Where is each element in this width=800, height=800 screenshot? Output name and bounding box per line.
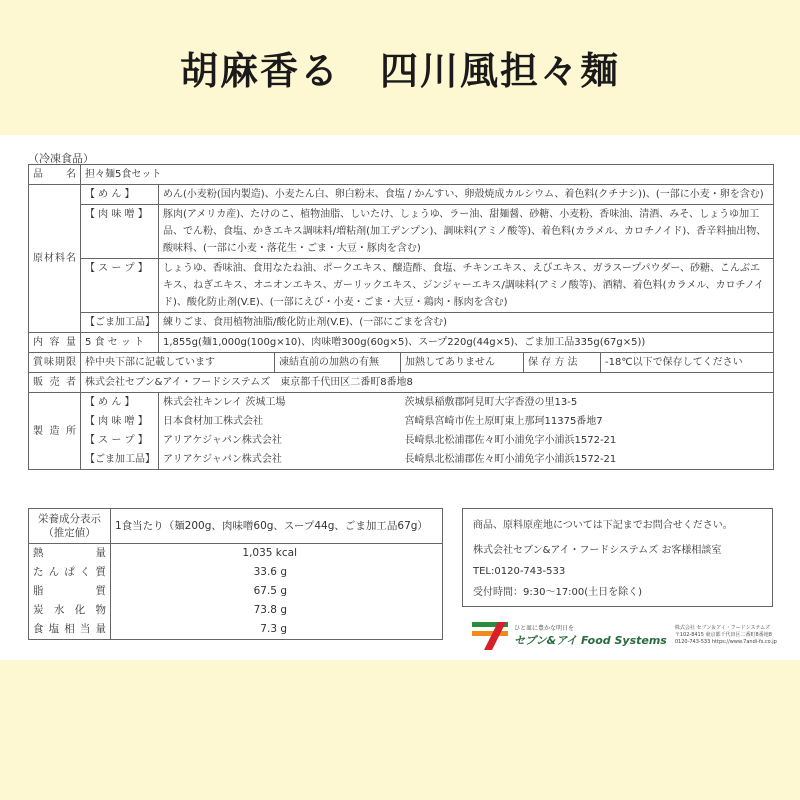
ingredient-text: めん(小麦粉(国内製造)、小麦たん白、卵白粉末、食塩 / かんすい、卵殻焼成カルシウム、着色料(クチナシ))、(一部に小麦・卵を含む) <box>159 185 774 205</box>
ingredient-text: 豚肉(アメリカ産)、たけのこ、植物油脂、しいたけ、しょうゆ、ラー油、甜麺醤、砂糖、小麦粉、香味油、清酒、みそ、しょうゆ加工品、でん粉、食塩、かきエキス調味料/増粘剤(加工デンプン)、調味料(アミノ酸等)、着色料(カラメル、カロチノイド)、香辛料抽出物、酸味料、(一部に小麦・落花生・ごま・大豆・豚肉を含む) <box>159 205 774 259</box>
nutrition-row <box>29 620 443 640</box>
maker-company: アリアケジャパン株式会社 <box>159 450 401 470</box>
nutrient-value: 73.8 g <box>111 601 443 620</box>
maker-company: アリアケジャパン株式会社 <box>163 435 282 446</box>
nutrition-row <box>29 544 443 564</box>
nutrition-row <box>29 563 443 582</box>
maker-category: 【 肉 味 噌 】 <box>81 412 159 431</box>
maker-row <box>29 393 774 413</box>
expiry-row <box>29 353 774 373</box>
maker-row <box>29 450 774 470</box>
nutrient-value: 33.6 g <box>111 563 443 582</box>
maker-row <box>29 412 774 431</box>
title-band <box>0 0 800 135</box>
nutrition-row <box>29 601 443 620</box>
storage-label: 保 存 方 法 <box>524 353 601 373</box>
nutrition-serving: 1食当たり（麺200g、肉味噌60g、スープ44g、ごま加工品67g） <box>111 509 443 544</box>
contact-hours: 受付時間：9:30～17:00(土日を除く) <box>473 587 643 598</box>
nutrient-value: 7.3 g <box>111 620 443 640</box>
contact-phone: TEL:0120-743-533 <box>473 566 566 577</box>
maker-category: 【 ス ー プ 】 <box>81 431 159 450</box>
content-row <box>29 333 774 353</box>
logo-address: 〒102-8415 東京都千代田区二番町8番地8 <box>674 631 772 638</box>
content-sets: 5 食 セ ッ ト <box>81 333 159 353</box>
nutrient-value: 1,035 kcal <box>111 544 443 564</box>
logo-contact: 0120-743-533 https://www.7andi-fs.co.jp <box>674 638 777 645</box>
ingredients-row <box>29 205 774 259</box>
maker-company: 日本食材加工株式会社 <box>163 416 263 427</box>
logo-company: 株式会社 セブン＆アイ・フードシステムズ <box>674 624 771 631</box>
product-info-table <box>28 164 774 470</box>
maker-category: 【 め ん 】 <box>81 393 159 413</box>
maker-address: 長崎県北松浦郡佐々町小浦免字小浦浜1572-21 <box>401 431 774 450</box>
ingredient-category: 【ごま加工品】 <box>81 313 159 333</box>
frozen-food-label: （冷凍食品） <box>28 152 94 165</box>
logo-name: セブン&アイ Food Systems <box>514 633 667 647</box>
seller-row <box>29 373 774 393</box>
seller-value: 株式会社セブン&アイ・フードシステムズ 東京都千代田区二番町8番地8 <box>81 373 774 393</box>
product-name-label: 品 名 <box>29 165 81 185</box>
nutrition-estimate: （推定値） <box>43 527 96 539</box>
ingredient-text: しょうゆ、香味油、食用なたね油、ポークエキス、醸造酢、食塩、チキンエキス、えびエキス、ガラスープパウダー、砂糖、こんぶエキス、ねぎエキス、オニオンエキス、ガーリックエキス、ジンジャーエキス/調味料(アミノ酸等)、酒精、着色料(カラメル、カロチノイド)、酸化防止剤(V.E)、(一部にえび・小麦・ごま・大豆・鶏肉・豚肉を含む) <box>159 259 774 313</box>
nutrient-label: 熱 量 <box>29 544 111 564</box>
nutrient-label: たんぱく質 <box>29 563 111 582</box>
contact-department: 株式会社セブン&アイ・フードシステムズ お客様相談室 <box>473 545 722 556</box>
ingredient-text: 練りごま、食用植物油脂/酸化防止剤(V.E)、(一部にごまを含む) <box>159 313 774 333</box>
company-logo <box>470 615 780 655</box>
product-name-row <box>29 165 774 185</box>
seller-label: 販 売 者 <box>29 373 81 393</box>
content-label: 内 容 量 <box>29 333 81 353</box>
nutrient-label: 脂 質 <box>29 582 111 601</box>
bottom-band <box>0 660 800 800</box>
ingredients-row <box>29 185 774 205</box>
maker-row <box>29 431 774 450</box>
page-title: 胡麻香る 四川風担々麺 <box>179 49 620 93</box>
ingredients-row <box>29 259 774 313</box>
heating-value: 加熱してありません <box>401 353 524 373</box>
expiry-label: 賞味期限 <box>29 353 81 373</box>
nutrition-row <box>29 582 443 601</box>
nutrient-value: 67.5 g <box>111 582 443 601</box>
heating-label: 凍結直前の加熱の有無 <box>275 353 401 373</box>
maker-address: 長崎県北松浦郡佐々町小浦免字小浦浜1572-21 <box>401 450 774 470</box>
maker-category: 【ごま加工品】 <box>81 450 159 470</box>
storage-value: -18℃以下で保存してください <box>601 353 774 373</box>
maker-address: 宮崎県宮崎市佐土原町東上那珂11375番地7 <box>401 412 774 431</box>
product-name-value: 担々麺5食セット <box>81 165 774 185</box>
content-value: 1,855g(麺1,000g(100g×10)、肉味噌300g(60g×5)、スープ220g(44g×5)、ごま加工品335g(67g×5)) <box>159 333 774 353</box>
maker-company: 株式会社キンレイ 茨城工場 <box>159 393 401 413</box>
ingredient-category: 【 め ん 】 <box>81 185 159 205</box>
nutrition-title: 栄養成分表示 <box>38 513 101 525</box>
contact-notice: 商品、原料原産地については下記までお問合せください。 <box>473 520 733 531</box>
maker-label: 製 造 所 <box>29 393 81 470</box>
nutrient-label: 食塩相当量 <box>29 620 111 640</box>
ingredients-row <box>29 313 774 333</box>
logo-tagline: ひと皿に豊かな明日を <box>514 624 575 632</box>
expiry-value: 枠中央下部に記載しています <box>81 353 275 373</box>
nutrition-header <box>29 509 443 544</box>
seven-logo-icon <box>470 618 510 652</box>
maker-address: 茨城県稲敷郡阿見町大字香澄の里13-5 <box>401 393 774 413</box>
contact-box <box>462 508 773 607</box>
ingredients-label: 原材料名 <box>29 185 81 333</box>
label-panel <box>0 135 800 660</box>
ingredient-category: 【 肉 味 噌 】 <box>81 205 159 259</box>
ingredient-category: 【 ス ー プ 】 <box>81 259 159 313</box>
nutrient-label: 炭水化物 <box>29 601 111 620</box>
nutrition-table <box>28 508 443 640</box>
